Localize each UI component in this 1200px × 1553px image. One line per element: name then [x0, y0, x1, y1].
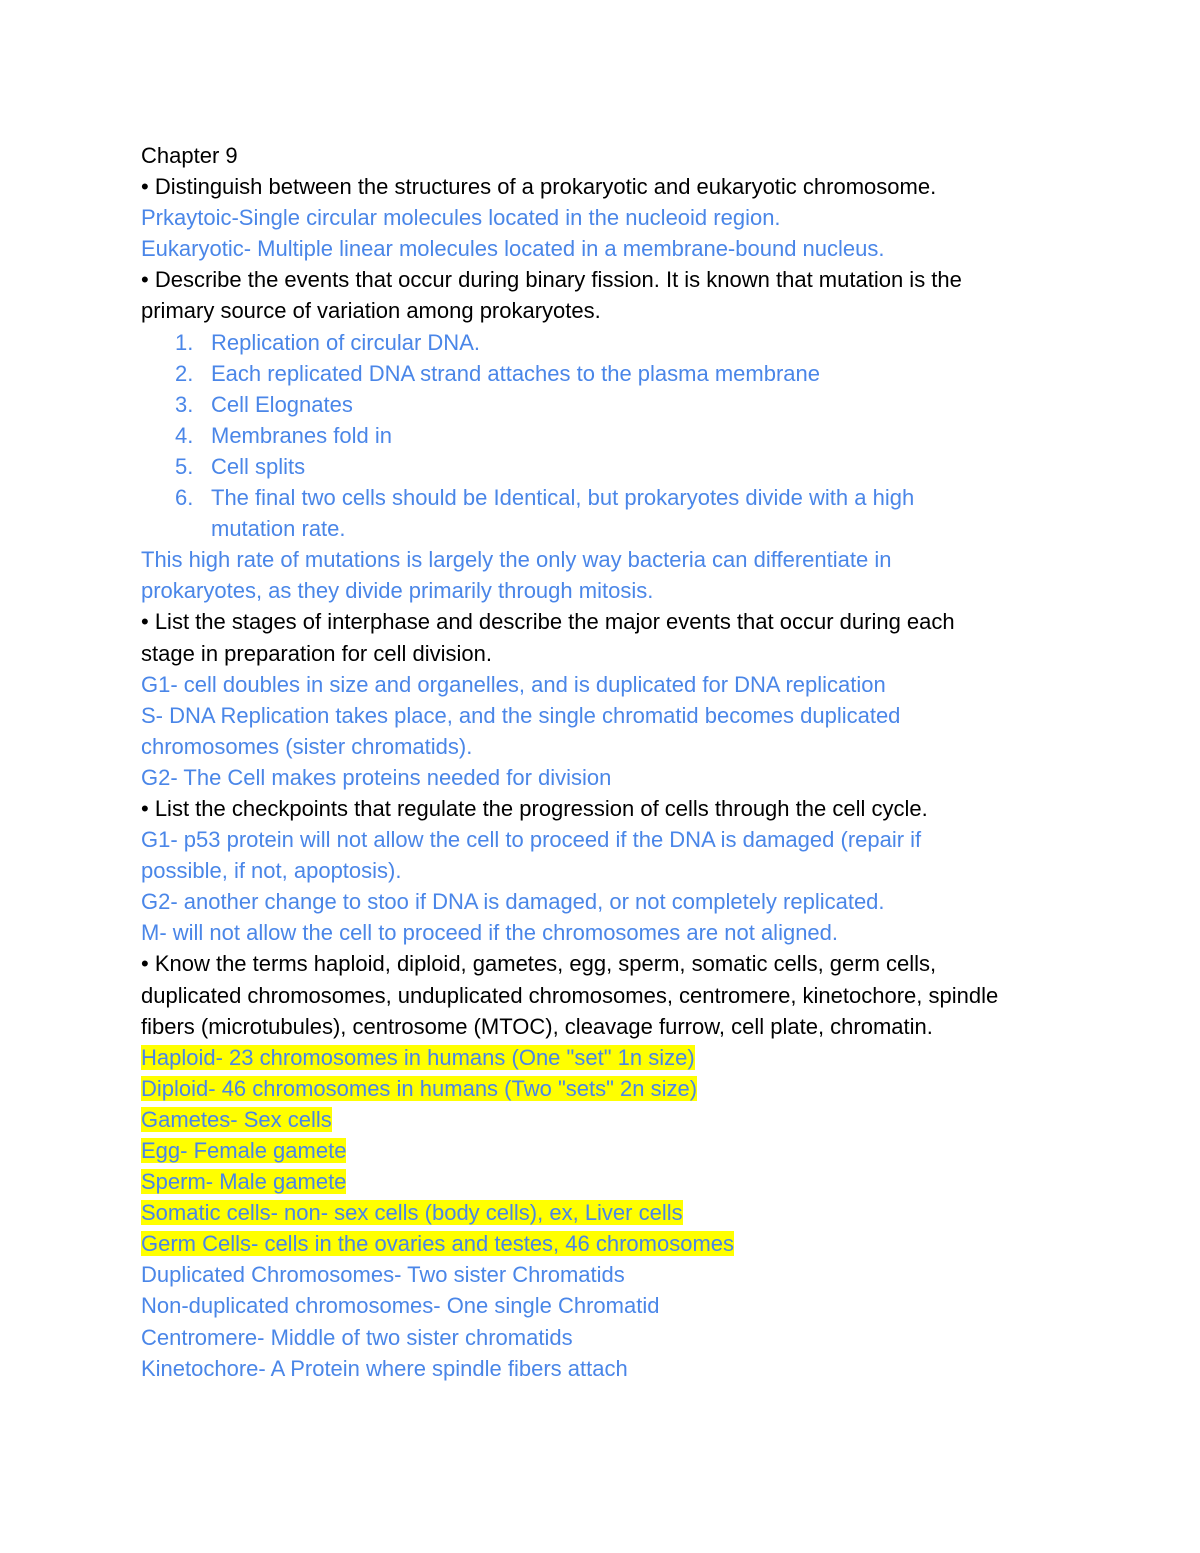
term-gametes [141, 1104, 1081, 1135]
term-germ-cells [141, 1228, 1081, 1259]
question-2-line-2: primary source of variation among prokaryotes. [141, 298, 601, 324]
question-1: • Distinguish between the structures of a prokaryotic and eukaryotic chromosome. [141, 174, 937, 200]
list-number: 2. [175, 360, 194, 386]
list-item [141, 327, 1081, 358]
list-number: 5. [175, 453, 194, 479]
list-text-line-2: mutation rate. [211, 516, 346, 542]
list-text: Cell Elognates [211, 391, 353, 417]
term-egg [141, 1135, 1081, 1166]
list-text: Each replicated DNA strand attaches to the plasma membrane [211, 360, 820, 386]
term-kinetochore: Kinetochore- A Protein where spindle fibers attach [141, 1355, 628, 1381]
highlighted-text: Haploid- 23 chromosomes in humans (One "set" 1n size) [141, 1044, 695, 1070]
question-2-line-1: • Describe the events that occur during binary fission. It is known that mutation is the [141, 267, 962, 293]
answer-eukaryotic: Eukaryotic- Multiple linear molecules located in a membrane-bound nucleus. [141, 236, 885, 262]
document-body [141, 140, 1081, 1384]
highlighted-text: Diploid- 46 chromosomes in humans (Two "sets" 2n size) [141, 1075, 698, 1101]
list-number: 6. [175, 485, 194, 511]
chapter-title: Chapter 9 [141, 143, 238, 168]
answer-g1-checkpoint-line-1: G1- p53 protein will not allow the cell to proceed if the DNA is damaged (repair if [141, 827, 922, 853]
answer-g2-phase: G2- The Cell makes proteins needed for division [141, 764, 612, 790]
question-5-line-2: duplicated chromosomes, unduplicated chromosomes, centromere, kinetochore, spindle [141, 982, 999, 1008]
term-duplicated-chromosomes: Duplicated Chromosomes- Two sister Chromatids [141, 1262, 625, 1288]
list-item [141, 389, 1081, 420]
answer-m-checkpoint: M- will not allow the cell to proceed if the chromosomes are not aligned. [141, 920, 839, 946]
answer-2-line-2: prokaryotes, as they divide primarily through mitosis. [141, 578, 654, 604]
term-sperm [141, 1166, 1081, 1197]
term-haploid [141, 1042, 1081, 1073]
term-non-duplicated-chromosomes: Non-duplicated chromosomes- One single Chromatid [141, 1293, 660, 1319]
answer-2-line-1: This high rate of mutations is largely the only way bacteria can differentiate in [141, 547, 892, 573]
highlighted-text: Somatic cells- non- sex cells (body cells), ex, Liver cells [141, 1200, 683, 1226]
term-somatic-cells [141, 1197, 1081, 1228]
list-text-line-1: The final two cells should be Identical, but prokaryotes divide with a high [211, 485, 915, 511]
answer-prokaryotic: Prkaytoic-Single circular molecules located in the nucleoid region. [141, 205, 781, 231]
list-text: Cell splits [211, 453, 306, 479]
list-number: 4. [175, 422, 194, 448]
highlighted-text: Gametes- Sex cells [141, 1106, 332, 1132]
list-text: Membranes fold in [211, 422, 392, 448]
list-number: 1. [175, 329, 194, 355]
list-text: Replication of circular DNA. [211, 329, 480, 355]
highlighted-text: Sperm- Male gamete [141, 1169, 347, 1195]
question-3-line-1: • List the stages of interphase and describe the major events that occur during each [141, 609, 955, 635]
answer-g1-checkpoint-line-2: possible, if not, apoptosis). [141, 858, 402, 884]
question-5-line-3: fibers (microtubules), centrosome (MTOC), cleavage furrow, cell plate, chromatin. [141, 1013, 933, 1039]
list-item [141, 482, 1081, 544]
list-number: 3. [175, 391, 194, 417]
term-centromere: Centromere- Middle of two sister chromatids [141, 1324, 573, 1350]
question-5-line-1: • Know the terms haploid, diploid, gametes, egg, sperm, somatic cells, germ cells, [141, 951, 937, 977]
answer-g1-phase: G1- cell doubles in size and organelles, and is duplicated for DNA replication [141, 671, 886, 697]
list-item [141, 420, 1081, 451]
list-item [141, 358, 1081, 389]
term-diploid [141, 1073, 1081, 1104]
highlighted-text: Egg- Female gamete [141, 1138, 347, 1163]
list-item [141, 451, 1081, 482]
answer-s-phase-line-2: chromosomes (sister chromatids). [141, 733, 473, 759]
list-text [211, 482, 914, 544]
answer-s-phase-line-1: S- DNA Replication takes place, and the single chromatid becomes duplicated [141, 702, 901, 728]
question-3-line-2: stage in preparation for cell division. [141, 640, 492, 666]
highlighted-text: Germ Cells- cells in the ovaries and testes, 46 chromosomes [141, 1231, 735, 1257]
answer-g2-checkpoint: G2- another change to stoo if DNA is damaged, or not completely replicated. [141, 889, 885, 915]
question-4: • List the checkpoints that regulate the progression of cells through the cell cycle. [141, 795, 928, 821]
